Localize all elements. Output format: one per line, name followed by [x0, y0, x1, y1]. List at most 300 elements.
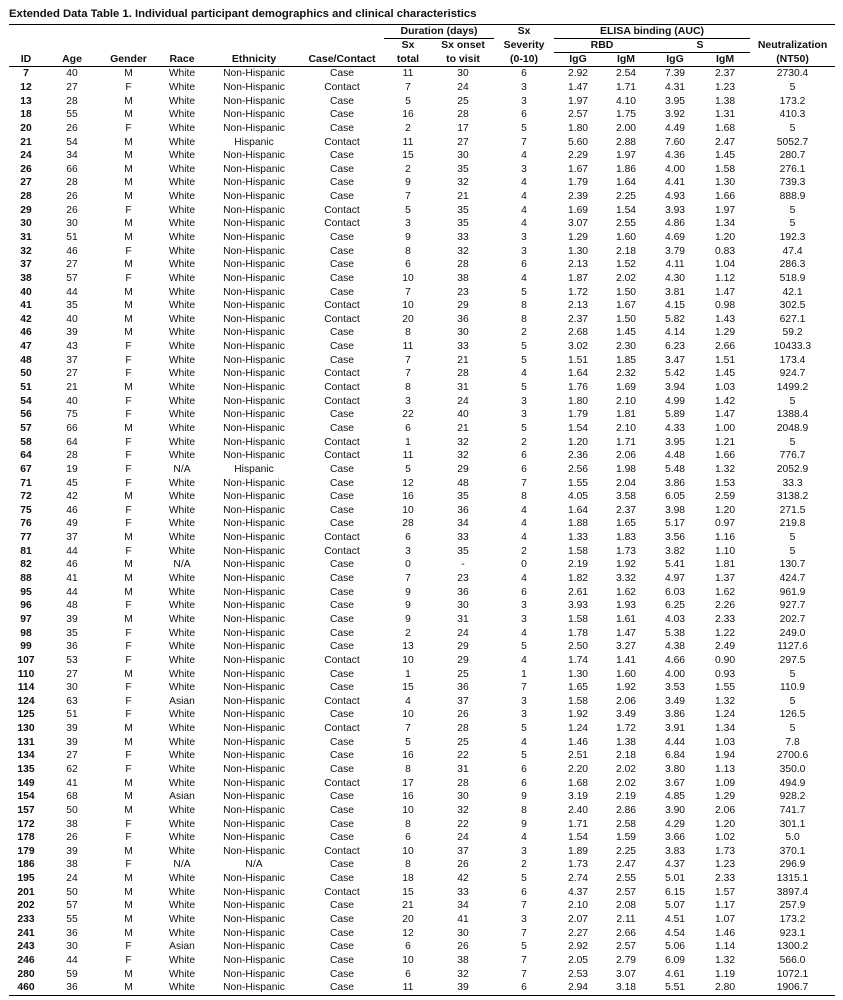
sx-onset-cell: 24 — [457, 395, 469, 407]
table-row — [9, 340, 835, 354]
rbd-igm-cell: 2.55 — [615, 873, 637, 885]
s-igg-cell: 4.41 — [664, 177, 686, 189]
id-cell: 88 — [20, 573, 32, 585]
ethnicity-cell: Non-Hispanic — [223, 177, 285, 189]
table-row — [9, 885, 835, 899]
sx-total-cell: 17 — [402, 777, 414, 789]
table-row — [9, 162, 835, 176]
case-contact-cell: Case — [329, 641, 355, 653]
neutralization-cell: 739.3 — [779, 177, 806, 189]
rbd-igm-cell: 2.54 — [615, 68, 637, 80]
race-cell: White — [168, 422, 196, 434]
s-igm-header: IgM — [700, 53, 750, 67]
rbd-igm-cell: 1.92 — [615, 559, 637, 571]
severity-cell: 4 — [521, 368, 527, 380]
rbd-igg-cell: 1.46 — [567, 736, 589, 748]
severity-cell: 4 — [521, 204, 527, 216]
case-contact-cell: Case — [329, 682, 355, 694]
race-cell: N/A — [173, 859, 191, 871]
sx-header-top: Sx — [494, 25, 554, 39]
severity-cell: 4 — [521, 150, 527, 162]
neutralization-cell: 2700.6 — [776, 750, 809, 762]
sx-onset-cell: 26 — [457, 709, 469, 721]
s-igm-cell: 1.47 — [715, 409, 736, 421]
severity-cell: 8 — [521, 300, 527, 312]
s-igm-cell: 1.02 — [715, 832, 736, 844]
id-cell: 7 — [23, 68, 29, 80]
sx-onset-cell: 32 — [457, 804, 469, 816]
race-cell: White — [168, 777, 196, 789]
sx-total-cell: 6 — [405, 941, 411, 953]
sx-total-cell: 10 — [402, 845, 414, 857]
table-row — [9, 722, 835, 736]
s-igm-cell: 1.62 — [715, 586, 736, 598]
s-igm-cell: 1.66 — [715, 191, 736, 203]
ethnicity-cell: Non-Hispanic — [223, 900, 285, 912]
s-igm-cell: 1.45 — [715, 150, 736, 162]
neutralization-cell: 923.1 — [779, 927, 806, 939]
race-cell: White — [168, 382, 196, 394]
s-igm-cell: 1.29 — [715, 791, 736, 803]
race-cell: White — [168, 586, 196, 598]
severity-cell: 0 — [521, 559, 527, 571]
case-contact-cell: Contact — [324, 532, 360, 544]
id-cell: 48 — [20, 354, 32, 366]
id-cell: 71 — [20, 477, 32, 489]
rbd-igg-cell: 1.82 — [567, 573, 589, 585]
case-contact-cell: Case — [329, 341, 355, 353]
rbd-igg-cell: 2.51 — [567, 750, 589, 762]
sx-onset-cell: 21 — [457, 191, 469, 203]
gender-cell: F — [125, 204, 132, 216]
rbd-igm-cell: 2.47 — [615, 859, 637, 871]
rbd-igm-cell: 2.04 — [615, 477, 637, 489]
rbd-igg-cell: 1.76 — [567, 382, 589, 394]
race-cell: White — [168, 832, 196, 844]
sx-total-cell: 4 — [405, 695, 411, 707]
case-contact-cell: Contact — [324, 545, 360, 557]
s-igg-cell: 5.01 — [664, 873, 686, 885]
case-contact-cell: Case — [329, 422, 355, 434]
severity-header-1: Severity — [503, 39, 545, 51]
rbd-igm-cell: 2.66 — [615, 927, 637, 939]
rbd-igm-cell: 1.83 — [615, 532, 637, 544]
sx-total-cell: 8 — [405, 763, 411, 775]
table-row — [9, 67, 835, 81]
ethnicity-cell: Non-Hispanic — [223, 354, 285, 366]
neutralization-cell: 249.0 — [779, 627, 806, 639]
id-cell: 75 — [20, 504, 32, 516]
age-cell: 45 — [66, 477, 78, 489]
neutralization-cell: 296.9 — [779, 859, 806, 871]
id-cell: 201 — [17, 886, 35, 898]
sx-onset-cell: 33 — [457, 232, 469, 243]
race-cell: White — [168, 232, 196, 243]
case-contact-cell: Case — [329, 873, 355, 885]
s-igg-cell: 4.36 — [664, 150, 686, 162]
s-igm-cell: 1.51 — [715, 354, 736, 366]
rbd-igm-cell: 1.62 — [615, 586, 637, 598]
severity-cell: 6 — [521, 450, 527, 462]
table-row — [9, 190, 835, 204]
age-cell: 36 — [66, 641, 78, 653]
gender-cell: M — [124, 286, 133, 298]
race-cell: White — [168, 491, 196, 503]
sx-total-cell: 11 — [402, 450, 414, 462]
ethnicity-cell: Non-Hispanic — [223, 518, 285, 530]
table-row — [9, 108, 835, 122]
case-contact-cell: Case — [329, 191, 355, 203]
rbd-igm-cell: 1.41 — [615, 654, 637, 666]
s-igg-cell: 4.31 — [664, 81, 686, 93]
table-row — [9, 217, 835, 231]
severity-cell: 3 — [521, 600, 527, 612]
age-cell: 57 — [66, 900, 78, 912]
gender-cell: M — [101, 981, 156, 995]
case-contact-cell: Case — [329, 709, 355, 721]
rbd-igg-cell: 3.02 — [567, 341, 589, 353]
rbd-igg-cell: 2.13 — [567, 259, 589, 271]
table-row — [9, 531, 835, 545]
race-cell: White — [168, 272, 196, 284]
age-cell: 66 — [66, 163, 78, 175]
age-cell: 75 — [66, 409, 78, 421]
ethnicity-cell: Non-Hispanic — [223, 422, 285, 434]
s-igg-cell: 5.07 — [664, 900, 686, 912]
race-cell: White — [168, 750, 196, 762]
sx-onset-cell: 30 — [457, 927, 469, 939]
sx-total-cell: 5 — [405, 204, 411, 216]
rbd-igg-cell: 2.68 — [567, 327, 589, 339]
race-cell: White — [168, 409, 196, 421]
race-cell: White — [168, 954, 196, 966]
neutralization-cell: 5 — [789, 436, 796, 448]
neutralization-cell: 302.5 — [779, 300, 806, 312]
s-igg-cell: 4.44 — [664, 736, 686, 748]
sx-onset-cell: 32 — [457, 968, 469, 980]
id-cell: 134 — [17, 750, 35, 762]
table-row — [9, 790, 835, 804]
severity-cell: 8 — [521, 491, 527, 503]
id-cell: 26 — [20, 163, 32, 175]
sx-total-cell: 22 — [402, 409, 414, 421]
table-row — [9, 285, 835, 299]
ethnicity-cell: N/A — [245, 859, 263, 871]
rbd-igg-cell: 2.13 — [567, 300, 589, 312]
sx-total-cell: 11 — [402, 68, 414, 80]
severity-cell: 7 — [521, 954, 527, 966]
sx-total-cell: 12 — [402, 477, 414, 489]
table-row — [9, 463, 835, 477]
gender-cell: M — [124, 177, 133, 189]
id-cell: 21 — [20, 136, 32, 148]
rbd-igg-cell: 3.19 — [567, 791, 589, 803]
s-igg-cell: 3.91 — [664, 723, 686, 735]
id-cell: 50 — [20, 368, 32, 380]
severity-cell: 7 — [521, 927, 527, 939]
sx-total-cell: 16 — [402, 491, 414, 503]
rbd-igm-cell: 1.50 — [615, 313, 637, 325]
age-cell: 34 — [66, 150, 78, 162]
id-cell: 67 — [20, 463, 32, 475]
gender-cell: M — [124, 559, 133, 571]
case-contact-cell: Case — [329, 559, 355, 571]
neutralization-cell: 1388.4 — [776, 409, 809, 421]
sx-onset-cell: 32 — [457, 245, 469, 257]
sx-onset-cell: 30 — [457, 791, 469, 803]
sx-total-cell: 16 — [402, 791, 414, 803]
sx-onset-cell: 28 — [457, 259, 469, 271]
s-igg-cell: 6.15 — [664, 886, 686, 898]
s-igg-cell: 6.23 — [664, 341, 686, 353]
s-igg-cell: 4.38 — [664, 641, 686, 653]
gender-cell: M — [124, 382, 133, 394]
ethnicity-cell: Non-Hispanic — [223, 791, 285, 803]
severity-cell: 5 — [521, 354, 527, 366]
rbd-igg-cell: 1.71 — [567, 818, 589, 830]
race-cell: N/A — [173, 463, 191, 475]
race-cell: White — [168, 368, 196, 380]
sx-total-cell: 1 — [405, 668, 411, 680]
neutralization-cell: 928.2 — [779, 791, 806, 803]
ethnicity-cell: Non-Hispanic — [223, 832, 285, 844]
age-cell: 44 — [66, 954, 78, 966]
age-cell: 26 — [66, 191, 78, 203]
id-cell: 46 — [20, 327, 32, 339]
case-contact-cell: Contact — [324, 450, 360, 462]
rbd-igg-cell: 1.33 — [567, 532, 589, 544]
case-contact-cell: Case — [329, 750, 355, 762]
rbd-igm-cell: 2.06 — [615, 450, 637, 462]
age-cell: 39 — [66, 845, 78, 857]
severity-cell: 3 — [521, 81, 527, 93]
race-cell: White — [168, 518, 196, 530]
case-contact-cell: Contact — [324, 723, 360, 735]
severity-cell: 4 — [521, 177, 527, 189]
neutralization-cell: 370.1 — [779, 845, 806, 857]
case-contact-cell: Contact — [324, 886, 360, 898]
table-row — [9, 763, 835, 777]
s-igg-cell: 5.51 — [650, 981, 700, 995]
ethnicity-cell: Non-Hispanic — [223, 586, 285, 598]
s-igg-cell: 3.95 — [664, 436, 686, 448]
table-row — [9, 735, 835, 749]
neutralization-cell: 927.7 — [779, 600, 806, 612]
rbd-igm-cell: 1.60 — [615, 232, 637, 243]
s-igg-cell: 3.82 — [664, 545, 686, 557]
severity-cell: 5 — [521, 286, 527, 298]
ethnicity-cell: Non-Hispanic — [223, 532, 285, 544]
gender-cell: M — [124, 313, 133, 325]
ethnicity-cell: Non-Hispanic — [223, 804, 285, 816]
sx-total-cell: 2 — [405, 122, 411, 134]
gender-cell: M — [124, 586, 133, 598]
s-igg-cell: 4.15 — [664, 300, 686, 312]
s-igm-cell: 1.23 — [715, 859, 736, 871]
id-header: ID — [9, 53, 43, 67]
sx-onset-cell: 35 — [457, 163, 469, 175]
sx-onset-cell: 42 — [457, 873, 469, 885]
sx-total-cell: 15 — [402, 150, 414, 162]
age-cell: 55 — [66, 109, 78, 121]
gender-cell: F — [125, 272, 132, 284]
s-igm-cell: 2.26 — [715, 600, 736, 612]
rbd-igm-cell: 3.49 — [615, 709, 637, 721]
severity-header-2: (0-10) — [494, 53, 554, 67]
neutralization-cell: 5052.7 — [776, 136, 809, 148]
sx-onset-cell: 39 — [432, 981, 494, 995]
severity-cell: 8 — [521, 804, 527, 816]
sx-total-cell: 9 — [405, 232, 411, 243]
race-cell: White — [168, 736, 196, 748]
id-cell: 32 — [20, 245, 32, 257]
table-row — [9, 476, 835, 490]
ethnicity-cell: Non-Hispanic — [223, 654, 285, 666]
s-igg-cell: 3.66 — [664, 832, 686, 844]
sx-total-header-2: total — [384, 53, 432, 67]
sx-onset-cell: 28 — [457, 723, 469, 735]
id-cell: 18 — [20, 109, 32, 121]
rbd-igm-cell: 1.75 — [615, 109, 637, 121]
table-row — [9, 394, 835, 408]
age-cell: 66 — [66, 422, 78, 434]
age-cell: 41 — [66, 777, 78, 789]
sx-total-cell: 10 — [402, 954, 414, 966]
sx-onset-cell: 37 — [457, 845, 469, 857]
sx-onset-cell: 32 — [457, 436, 469, 448]
neutralization-cell: 59.2 — [782, 327, 803, 339]
neutralization-cell: 192.3 — [779, 232, 806, 243]
neutralization-cell: 566.0 — [779, 954, 806, 966]
s-igm-cell: 1.73 — [715, 845, 736, 857]
rbd-igm-cell: 2.37 — [615, 504, 637, 516]
id-cell: 280 — [17, 968, 35, 980]
ethnicity-cell: Non-Hispanic — [223, 682, 285, 694]
case-contact-cell: Contact — [324, 777, 360, 789]
ethnicity-cell: Non-Hispanic — [223, 218, 285, 230]
sx-total-cell: 20 — [402, 313, 414, 325]
race-cell: White — [168, 286, 196, 298]
table-row — [9, 326, 835, 340]
table-row — [9, 135, 835, 149]
sx-onset-cell: 34 — [457, 900, 469, 912]
sx-total-cell: 0 — [405, 559, 411, 571]
sx-total-cell: 8 — [405, 818, 411, 830]
s-igg-cell: 4.14 — [664, 327, 686, 339]
neutralization-cell: 1906.7 — [750, 981, 835, 995]
case-contact-cell: Contact — [324, 395, 360, 407]
sx-total-cell: 11 — [384, 981, 432, 995]
s-igm-cell: 1.09 — [715, 777, 736, 789]
s-igm-cell: 2.59 — [715, 491, 736, 503]
s-igm-cell: 1.46 — [715, 927, 736, 939]
id-cell: 77 — [20, 532, 32, 544]
race-cell: White — [168, 218, 196, 230]
age-cell: 68 — [66, 791, 78, 803]
race-cell: White — [168, 313, 196, 325]
rbd-igg-cell: 1.73 — [567, 859, 589, 871]
sx-total-cell: 11 — [402, 136, 414, 148]
race-cell: White — [168, 68, 196, 80]
rbd-igg-cell: 1.54 — [567, 832, 589, 844]
neutralization-cell: 1499.2 — [776, 382, 809, 394]
s-igg-cell: 3.47 — [664, 354, 686, 366]
s-igm-cell: 1.68 — [715, 122, 736, 134]
race-cell: White — [156, 981, 208, 995]
id-cell: 31 — [20, 232, 32, 243]
table-row — [9, 367, 835, 381]
ethnicity-cell: Non-Hispanic — [223, 504, 285, 516]
race-cell: White — [168, 641, 196, 653]
s-igm-cell: 1.45 — [715, 368, 736, 380]
id-cell: 40 — [20, 286, 32, 298]
rbd-igg-cell: 1.20 — [567, 436, 589, 448]
sx-total-cell: 6 — [405, 532, 411, 544]
sx-onset-cell: 23 — [457, 286, 469, 298]
ethnicity-cell: Non-Hispanic — [223, 450, 285, 462]
age-cell: 50 — [66, 886, 78, 898]
gender-cell: M — [124, 723, 133, 735]
race-cell: White — [168, 886, 196, 898]
sx-total-header-1: Sx — [401, 39, 415, 52]
s-igg-cell: 4.30 — [664, 272, 686, 284]
table-row — [9, 203, 835, 217]
ethnicity-cell: Hispanic — [234, 136, 274, 148]
s-igg-cell: 5.82 — [664, 313, 686, 325]
s-igg-cell: 6.09 — [664, 954, 686, 966]
s-igg-cell: 3.79 — [664, 245, 686, 257]
sx-onset-cell: 36 — [457, 586, 469, 598]
s-igg-cell: 4.00 — [664, 668, 686, 680]
ethnicity-cell: Non-Hispanic — [223, 163, 285, 175]
age-cell: 48 — [66, 600, 78, 612]
neutralization-cell: 257.9 — [779, 900, 806, 912]
rbd-igg-cell: 1.80 — [567, 395, 589, 407]
gender-cell: F — [125, 750, 132, 762]
id-cell: 241 — [17, 927, 35, 939]
sx-onset-cell: 33 — [457, 886, 469, 898]
race-cell: White — [168, 914, 196, 926]
race-cell: Asian — [169, 941, 195, 953]
rbd-igm-cell: 2.06 — [615, 695, 637, 707]
table-row — [9, 231, 835, 245]
neutralization-cell: 741.7 — [779, 804, 806, 816]
sx-onset-cell: 24 — [457, 627, 469, 639]
age-cell: 27 — [66, 368, 78, 380]
rbd-igm-cell: 3.32 — [615, 573, 637, 585]
ethnicity-cell: Non-Hispanic — [223, 573, 285, 585]
s-igm-cell: 1.34 — [715, 218, 736, 230]
table-row — [9, 149, 835, 163]
gender-cell: M — [124, 886, 133, 898]
age-cell: 37 — [66, 532, 78, 544]
sx-onset-cell: 26 — [457, 859, 469, 871]
s-igg-cell: 3.95 — [664, 95, 686, 107]
rbd-igm-cell: 2.58 — [615, 818, 637, 830]
sx-total-cell: 5 — [405, 736, 411, 748]
sx-total-cell: 10 — [402, 804, 414, 816]
table-row — [9, 504, 835, 518]
id-cell: 57 — [20, 422, 32, 434]
ethnicity-cell: Non-Hispanic — [223, 150, 285, 162]
race-cell: White — [168, 927, 196, 939]
neutralization-cell: 5 — [789, 723, 796, 735]
ethnicity-cell: Non-Hispanic — [223, 341, 285, 353]
gender-cell: F — [125, 504, 132, 516]
gender-cell: F — [125, 763, 132, 775]
case-contact-cell: Case — [329, 95, 355, 107]
sx-onset-cell: 38 — [457, 954, 469, 966]
